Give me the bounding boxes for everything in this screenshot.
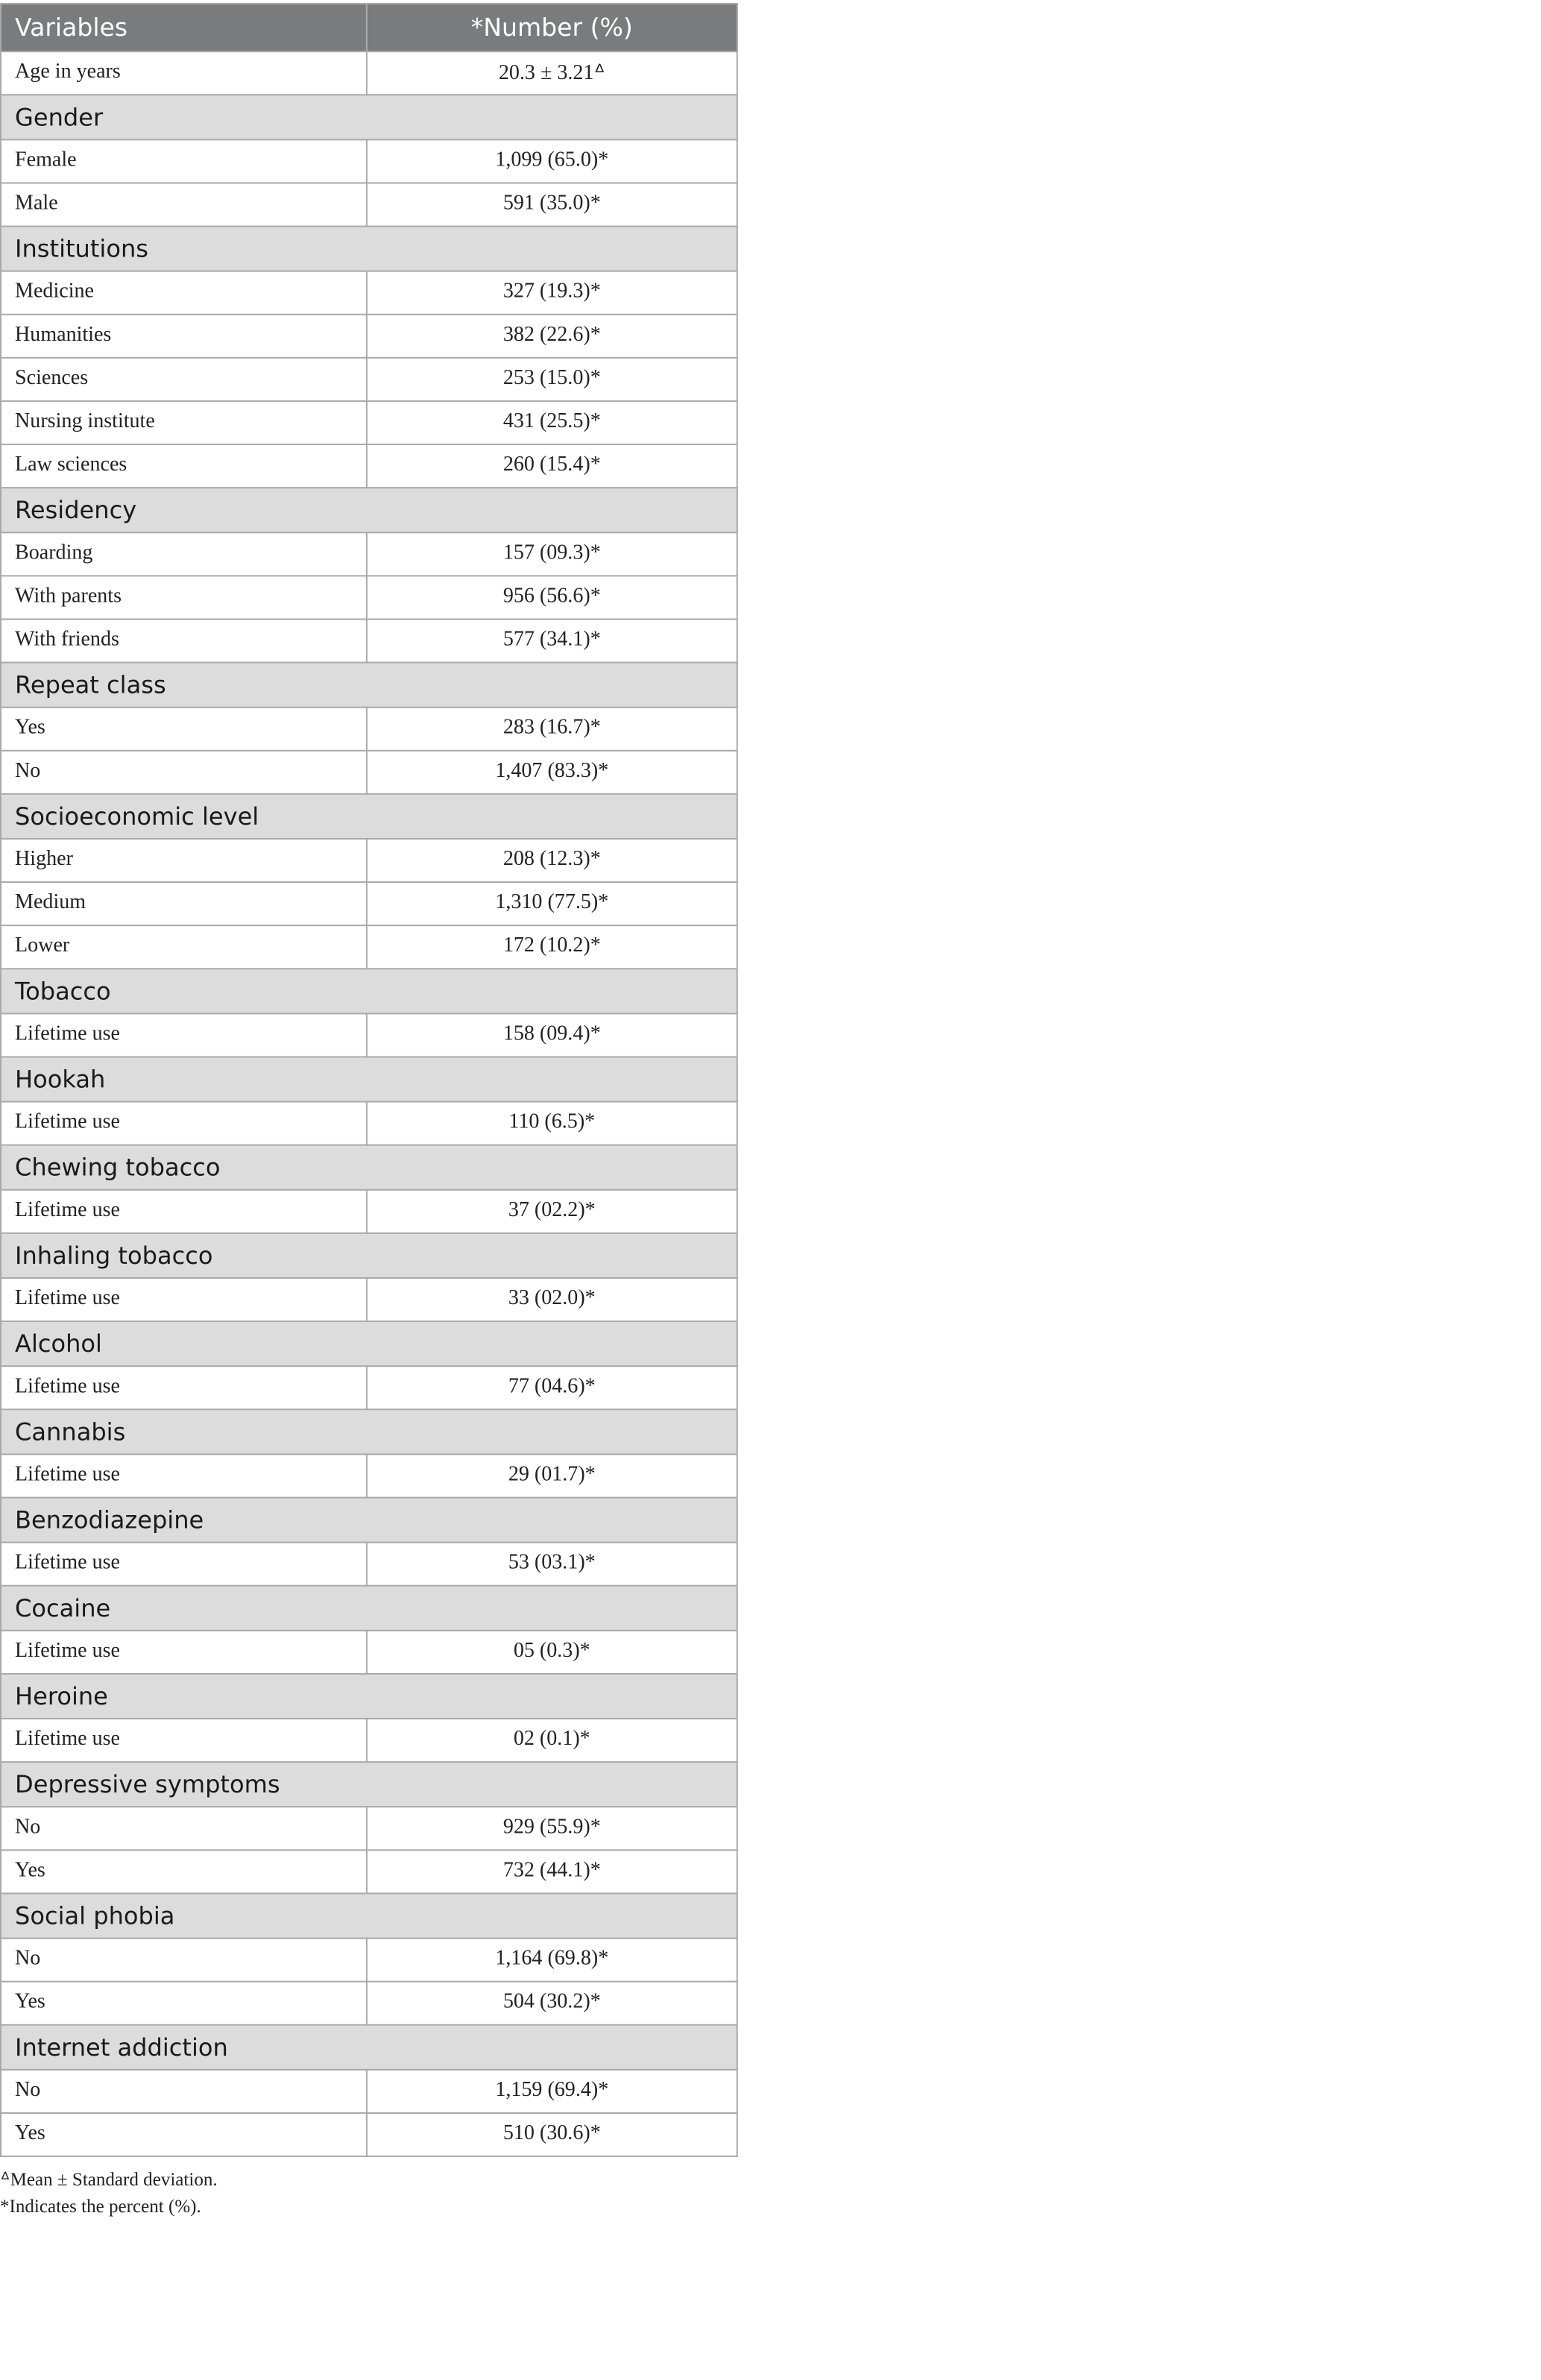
row-value: 327 (19.3)*: [367, 271, 737, 315]
group-label: Chewing tobacco: [1, 1145, 737, 1190]
table-row: [1, 2070, 737, 2113]
row-label: Medium: [1, 882, 367, 925]
row-label: Nursing institute: [1, 401, 367, 444]
row-label: Age in years: [1, 51, 367, 95]
table-row: [1, 51, 737, 95]
group-header-row: [1, 1321, 737, 1366]
row-label: Yes: [1, 708, 367, 751]
row-value: 110 (6.5)*: [367, 1102, 737, 1145]
row-label: Law sciences: [1, 444, 367, 488]
group-header-row: [1, 2025, 737, 2070]
row-label: Lifetime use: [1, 1543, 367, 1586]
group-label: Heroine: [1, 1674, 737, 1719]
row-value: 956 (56.6)*: [367, 576, 737, 619]
table-row: [1, 444, 737, 488]
row-value: 53 (03.1)*: [367, 1543, 737, 1586]
row-value: 20.3 ± 3.21ᐞ: [367, 51, 737, 95]
row-label: Medicine: [1, 271, 367, 315]
row-label: Lifetime use: [1, 1102, 367, 1145]
group-header-row: [1, 1057, 737, 1101]
table-row: [1, 358, 737, 401]
row-label: Yes: [1, 1982, 367, 2025]
table-row: [1, 576, 737, 619]
group-header-row: [1, 1498, 737, 1543]
row-value: 33 (02.0)*: [367, 1278, 737, 1321]
table-row: [1, 882, 737, 925]
row-value: 208 (12.3)*: [367, 839, 737, 882]
table-row: [1, 619, 737, 662]
row-label: Yes: [1, 1850, 367, 1893]
group-header-row: [1, 1409, 737, 1454]
table-row: [1, 271, 737, 315]
group-header-row: [1, 1233, 737, 1278]
row-label: Yes: [1, 2113, 367, 2156]
group-header-row: [1, 663, 737, 708]
group-label: Depressive symptoms: [1, 1762, 737, 1807]
row-value: 929 (55.9)*: [367, 1807, 737, 1850]
table-row: [1, 1719, 737, 1762]
row-label: Lifetime use: [1, 1719, 367, 1762]
row-value: 05 (0.3)*: [367, 1631, 737, 1674]
row-value: 260 (15.4)*: [367, 444, 737, 488]
row-value: 1,310 (77.5)*: [367, 882, 737, 925]
table-body: [1, 51, 737, 2156]
table-row: [1, 315, 737, 358]
row-label: Higher: [1, 839, 367, 882]
table-row: [1, 1850, 737, 1893]
row-value: 1,159 (69.4)*: [367, 2070, 737, 2113]
table-row: [1, 1366, 737, 1409]
row-value: 1,164 (69.8)*: [367, 1939, 737, 1982]
group-label: Alcohol: [1, 1321, 737, 1366]
group-label: Cocaine: [1, 1586, 737, 1631]
table-row: [1, 1982, 737, 2025]
row-label: Lower: [1, 925, 367, 969]
row-label: Lifetime use: [1, 1278, 367, 1321]
row-value: 1,099 (65.0)*: [367, 139, 737, 183]
row-value: 431 (25.5)*: [367, 401, 737, 444]
group-header-row: [1, 1762, 737, 1807]
row-label: Lifetime use: [1, 1631, 367, 1674]
table-row: [1, 839, 737, 882]
row-value: 02 (0.1)*: [367, 1719, 737, 1762]
row-label: With parents: [1, 576, 367, 619]
group-header-row: [1, 488, 737, 532]
group-label: Social phobia: [1, 1893, 737, 1938]
row-label: No: [1, 2070, 367, 2113]
row-value: 732 (44.1)*: [367, 1850, 737, 1893]
group-label: Benzodiazepine: [1, 1498, 737, 1543]
table-row: [1, 1278, 737, 1321]
table-header-row: [1, 4, 737, 51]
row-value: 577 (34.1)*: [367, 619, 737, 662]
row-label: Boarding: [1, 532, 367, 576]
group-header-row: [1, 1145, 737, 1190]
row-label: Lifetime use: [1, 1366, 367, 1409]
table-row: [1, 139, 737, 183]
footnotes: [0, 2166, 1494, 2220]
table-row: [1, 1939, 737, 1982]
table-row: [1, 1013, 737, 1057]
row-label: No: [1, 1939, 367, 1982]
table-row: [1, 532, 737, 576]
row-label: Sciences: [1, 358, 367, 401]
table-row: [1, 183, 737, 226]
row-label: Female: [1, 139, 367, 183]
table-row: [1, 1631, 737, 1674]
group-header-row: [1, 227, 737, 271]
table-row: [1, 708, 737, 751]
row-value: 382 (22.6)*: [367, 315, 737, 358]
group-label: Internet addiction: [1, 2025, 737, 2070]
group-label: Inhaling tobacco: [1, 1233, 737, 1278]
row-value: 172 (10.2)*: [367, 925, 737, 969]
group-label: Institutions: [1, 227, 737, 271]
data-table: [0, 3, 738, 2157]
group-header-row: [1, 969, 737, 1013]
footnote-mean-sd: ᐞMean ± Standard deviation.: [0, 2169, 218, 2191]
table-row: [1, 401, 737, 444]
row-label: Lifetime use: [1, 1454, 367, 1497]
row-value: 591 (35.0)*: [367, 183, 737, 226]
table-row: [1, 1102, 737, 1145]
footnote-percent: *Indicates the percent (%).: [0, 2196, 201, 2217]
header-number: *Number (%): [367, 4, 737, 51]
row-label: Humanities: [1, 315, 367, 358]
row-label: With friends: [1, 619, 367, 662]
row-value: 29 (01.7)*: [367, 1454, 737, 1497]
row-value: 1,407 (83.3)*: [367, 751, 737, 794]
row-value: 37 (02.2)*: [367, 1190, 737, 1233]
group-label: Residency: [1, 488, 737, 532]
row-label: No: [1, 1807, 367, 1850]
table-row: [1, 1807, 737, 1850]
group-label: Gender: [1, 95, 737, 139]
group-label: Hookah: [1, 1057, 737, 1101]
row-value: 283 (16.7)*: [367, 708, 737, 751]
group-header-row: [1, 1586, 737, 1631]
table-row: [1, 1190, 737, 1233]
row-value: 510 (30.6)*: [367, 2113, 737, 2156]
row-value: 77 (04.6)*: [367, 1366, 737, 1409]
table-row: [1, 1454, 737, 1497]
row-label: Male: [1, 183, 367, 226]
group-header-row: [1, 1674, 737, 1719]
group-label: Socioeconomic level: [1, 794, 737, 839]
row-value: 158 (09.4)*: [367, 1013, 737, 1057]
row-value: 157 (09.3)*: [367, 532, 737, 576]
table-row: [1, 2113, 737, 2156]
group-header-row: [1, 794, 737, 839]
table-row: [1, 751, 737, 794]
row-value: 253 (15.0)*: [367, 358, 737, 401]
row-label: Lifetime use: [1, 1013, 367, 1057]
row-value: 504 (30.2)*: [367, 1982, 737, 2025]
table-row: [1, 1543, 737, 1586]
group-label: Cannabis: [1, 1409, 737, 1454]
table-container: [0, 3, 1494, 2220]
group-label: Repeat class: [1, 663, 737, 708]
row-label: Lifetime use: [1, 1190, 367, 1233]
table-row: [1, 925, 737, 969]
header-variables: Variables: [1, 4, 367, 51]
group-header-row: [1, 95, 737, 139]
group-label: Tobacco: [1, 969, 737, 1013]
row-label: No: [1, 751, 367, 794]
group-header-row: [1, 1893, 737, 1938]
